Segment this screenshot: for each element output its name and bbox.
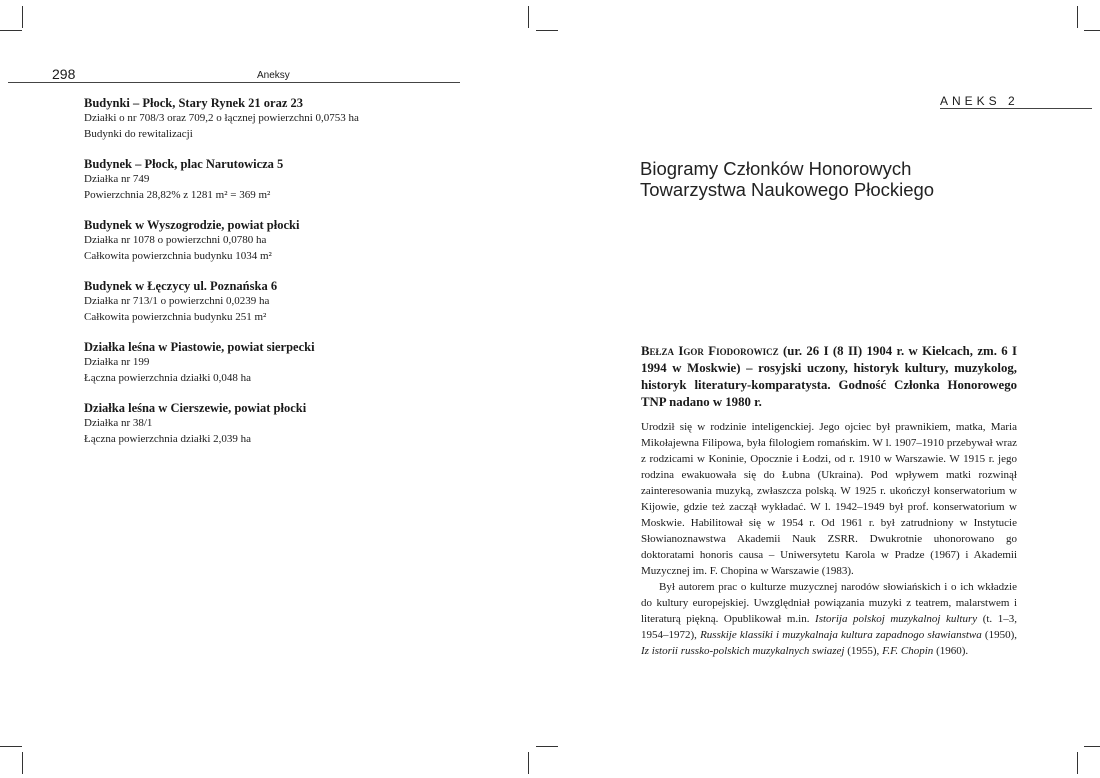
entry-title: Budynki – Płock, Stary Rynek 21 oraz 23	[84, 96, 304, 110]
annex-label: ANEKS 2	[940, 94, 1019, 108]
entry-line: Łączna powierzchnia działki 2,039 ha	[84, 432, 252, 445]
biography-paragraph	[641, 579, 1017, 659]
entry-line: Całkowita powierzchnia budynku 1034 m²	[84, 249, 272, 262]
entry-line: Działka nr 1078 o powierzchni 0,0780 ha	[84, 234, 267, 246]
chapter-title-line: Towarzystwa Naukowego Płockiego	[640, 179, 935, 200]
property-entry	[84, 278, 464, 325]
work-title: Russkije klassiki i muzykalnaja kultura zapadnogo sławianstwa	[700, 629, 982, 641]
entry-line: Działki o nr 708/3 oraz 709,2 o łącznej powierzchni 0,0753 ha	[84, 112, 359, 124]
entry-line: Działka nr 749	[84, 173, 150, 185]
property-list	[84, 95, 464, 461]
page-number: 298	[52, 66, 76, 82]
paragraph-text: (1960).	[933, 645, 969, 657]
entry-line: Działka nr 38/1	[84, 417, 153, 429]
right-page	[550, 0, 1100, 778]
property-entry	[84, 156, 464, 203]
biography-name: Bełza Igor Fiodorowicz	[641, 344, 779, 358]
entry-line: Powierzchnia 28,82% z 1281 m² = 369 m²	[84, 188, 271, 201]
paragraph-text: (t. 1–3, 1954–1972),	[641, 613, 1017, 641]
paragraph-text: (1950),	[981, 629, 1017, 641]
entry-line: Działka nr 199	[84, 356, 150, 368]
entry-line: Budynki do rewitalizacji	[84, 127, 193, 140]
chapter-title	[640, 158, 934, 200]
work-title: Istorija polskoj muzykalnoj kultury	[815, 613, 978, 625]
property-entry	[84, 400, 464, 447]
paragraph-text: Był autorem prac o kulturze muzycznej narodów słowiańskich i o ich wkładzie do kultury europejskiej. Uwzględniał powiązania muzyki z teatrem, malarstwem i literaturą piękną. Opublikował m.in.	[641, 581, 1017, 625]
entry-title: Działka leśna w Cierszewie, powiat płocki	[84, 401, 307, 415]
entry-line: Łączna powierzchnia działki 0,048 ha	[84, 371, 252, 384]
entry-title: Działka leśna w Piastowie, powiat sierpecki	[84, 340, 315, 354]
chapter-title-line: Biogramy Członków Honorowych	[640, 158, 912, 179]
biography-paragraph: Urodził się w rodzinie inteligenckiej. Jego ojciec był prawnikiem, matka, Maria Mikołajewna Filipowa, była filologiem romańskim. W l. 1907–1910 przebywał wraz z rodzicami w Koninie, Opocznie i Łodzi, od r. 1910 w Warszawie. W 1915 r. jego rodzina ewakuowała się do Łubna (Ukraina). Pod wpływem matki rozwinął zainteresowania muzyką, zwłaszcza polską. W 1925 r. ukończył konserwatorium w Kijowie, gdzie też zaczął wykładać. W l. 1942–1949 był prof. konserwatorium w Moskwie. Habilitował się w 1954 r. Od 1961 r. był zatrudniony w Instytucie Słowianoznawstwa Akademii Nauk ZSRR. Dwukrotnie uhonorowano go doktoratami honoris causa – Uniwersytetu Karola w Pradze (1967) i Akademii Muzycznej im. F. Chopina w Warszawie (1983).	[641, 421, 1017, 577]
entry-line: Działka nr 713/1 o powierzchni 0,0239 ha	[84, 295, 270, 307]
biography-heading-text: (ur. 26 I (8 II) 1904 r. w Kielcach, zm. 6 I 1994 w Moskwie) – rosyjski uczony, historyk kultury, muzykolog, historyk literatury-komparatysta. Godność Członka Honorowego TNP nadano w 1980 r.	[641, 344, 1017, 409]
entry-title: Budynek w Wyszogrodzie, powiat płocki	[84, 218, 300, 232]
annex-rule	[940, 108, 1092, 109]
work-title: F.F. Chopin	[882, 645, 934, 657]
header-rule	[8, 82, 460, 83]
work-title: Iz istorii russko-polskich muzykalnych swiazej	[641, 645, 845, 657]
property-entry	[84, 95, 464, 142]
property-entry	[84, 217, 464, 264]
biography	[641, 343, 1017, 659]
running-head: Aneksy	[257, 70, 290, 81]
entry-line: Całkowita powierzchnia budynku 251 m²	[84, 310, 267, 323]
property-entry	[84, 339, 464, 386]
entry-title: Budynek – Płock, plac Narutowicza 5	[84, 157, 284, 171]
paragraph-text: (1955),	[844, 645, 883, 657]
entry-title: Budynek w Łęczycy ul. Poznańska 6	[84, 279, 278, 293]
biography-heading	[641, 343, 1017, 411]
